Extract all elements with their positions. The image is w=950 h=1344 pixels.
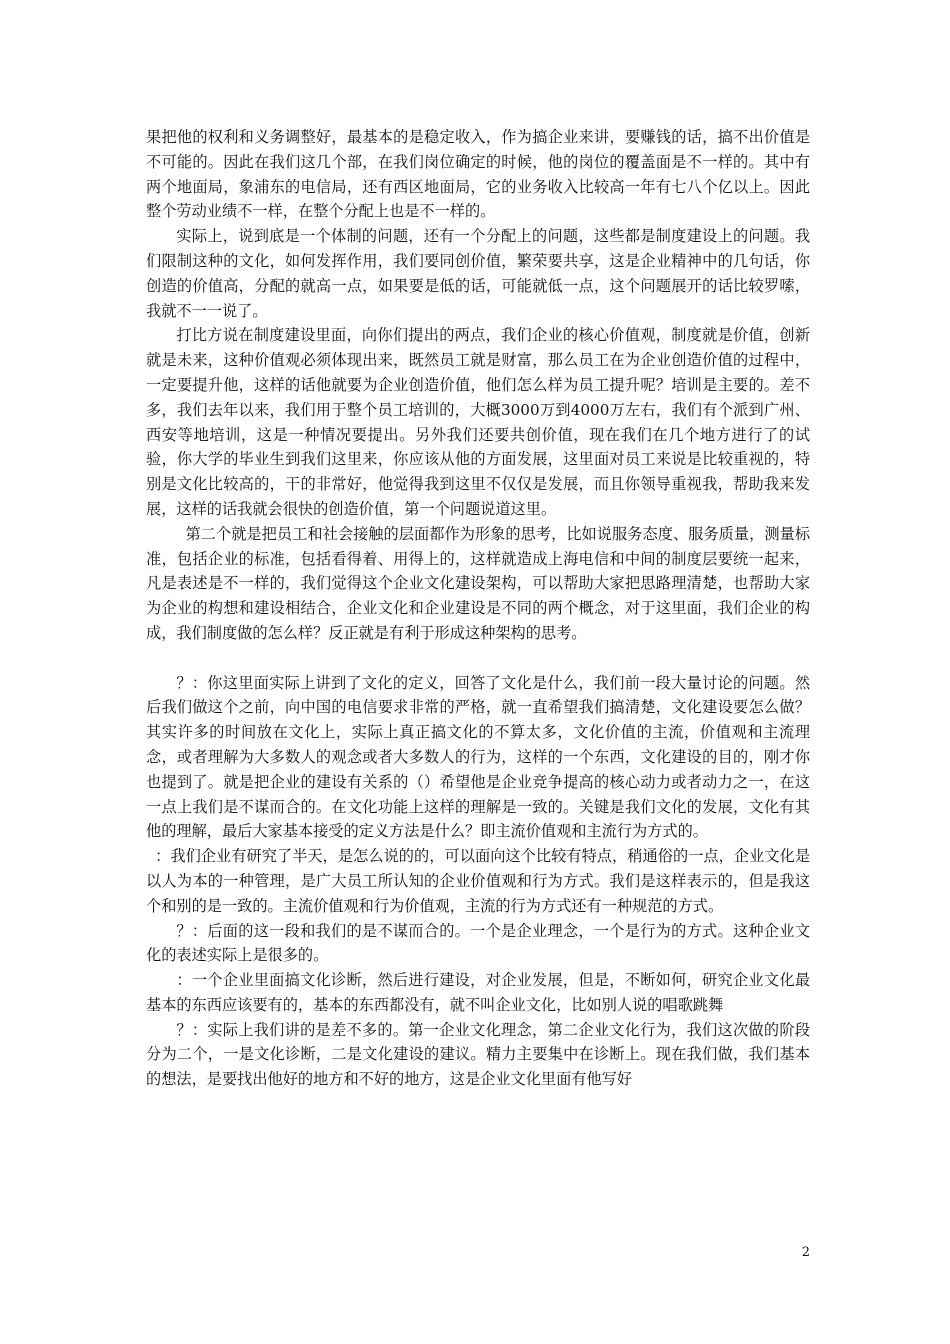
paragraph-2: 实际上，说到底是一个体制的问题，还有一个分配上的问题，这些都是制度建设上的问题。我们限制这种的文化，如何发挥作用，我们要同创价值，繁荣要共享，这是企业精神中的几句话，你创造的价值高，分配的就高一点，如果要是低的话，可能就低一点，这个问题展开的话比较罗嗦，我就不一一说了。 bbox=[146, 227, 810, 320]
paragraph-3: 打比方说在制度建设里面，向你们提出的两点，我们企业的核心价值观，制度就是价值，创新就是未来，这种价值观必须体现出来，既然员工就是财富，那么员工在为企业创造价值的过程中，一定要提升他，这样的话他就要为企业创造价值，他们怎么样为员工提升呢？培训是主要的。差不多，我们去年以来，我们用于整个员工培训的，大概3000万到4000万左右，我们有个派到广州、西安等地培训，这是一种情况要提出。另外我们还要共创价值，现在我们在几个地方进行了的试验，你大学的毕业生到我们这里来，你应该从他的方面发展，这里面对员工来说是比较重视的，特别是文化比较高的，干的非常好，他觉得我到这里不仅仅是发展，而且你领导重视我，帮助我来发展，这样的话我就会很快的创造价值，第一个问题说道这里。 bbox=[146, 326, 810, 518]
paragraph-8: ：一个企业里面搞文化诊断，然后进行建设，对企业发展，但是，不断如何，研究企业文化最基本的东西应该要有的，基本的东西都没有，就不叫企业文化，比如别人说的唱歌跳舞 bbox=[146, 971, 810, 1014]
paragraph-6: ：我们企业有研究了半天，是怎么说的的，可以面向这个比较有特点，稍通俗的一点，企业文化是以人为本的一种管理，是广大员工所认知的企业价值观和行为方式。我们是这样表示的，但是我这个和别的是一致的。主流价值观和行为价值观，主流的行为方式还有一种规范的方式。 bbox=[146, 847, 810, 915]
paragraph-5: ？：你这里面实际上讲到了文化的定义，回答了文化是什么，我们前一段大量讨论的问题。然后我们做这个之前，向中国的电信要求非常的严格，就一直希望我们搞清楚，文化建设要怎么做？其实许多的时间放在文化上，实际上真正搞文化的不算太多，文化价值的主流，价值观和主流理念，或者理解为大多数人的观念或者大多数人的行为，这样的一个东西，文化建设的目的，刚才你也提到了。就是把企业的建设有关系的（）希望他是企业竞争提高的核心动力或者动力之一，在这一点上我们是不谋而合的。在文化功能上这样的理解是一致的。关键是我们文化的发展，文化有其他的理解，最后大家基本接受的定义方法是什么？即主流价值观和主流行为方式的。 bbox=[146, 673, 810, 841]
paragraph-4: 第二个就是把员工和社会接触的层面都作为形象的思考，比如说服务态度、服务质量，测量标准，包括企业的标准，包括看得着、用得上的，这样就造成上海电信和中间的制度层要统一起来，凡是表述是不一样的，我们觉得这个企业文化建设架构，可以帮助大家把思路理清楚，也帮助大家为企业的构想和建设相结合，企业文化和企业建设是不同的两个概念，对于这里面，我们企业的构成，我们制度做的怎么样？反正就是有利于形成这种架构的思考。 bbox=[146, 524, 810, 642]
page-number: 2 bbox=[801, 1245, 810, 1260]
paragraph-7: ？：后面的这一段和我们的是不谋而合的。一个是企业理念，一个是行为的方式。这种企业文化的表述实际上是很多的。 bbox=[146, 921, 810, 965]
paragraph-1: 果把他的权利和义务调整好，最基本的是稳定收入，作为搞企业来讲，要赚钱的话，搞不出价值是不可能的。因此在我们这几个部，在我们岗位确定的时候，他的岗位的覆盖面是不一样的。其中有两个地面局，象浦东的电信局，还有西区地面局，它的业务收入比较高一年有七八个亿以上。因此整个劳动业绩不一样，在整个分配上也是不一样的。 bbox=[146, 128, 810, 221]
blank-line bbox=[146, 646, 810, 671]
paragraph-9: ？：实际上我们讲的是差不多的。第一企业文化理念，第二企业文化行为，我们这次做的阶段分为二个，一是文化诊断，二是文化建设的建议。精力主要集中在诊断上。现在我们做，我们基本的想法，是要找出他好的地方和不好的地方，这是企业文化里面有他写好 bbox=[146, 1020, 810, 1089]
document-body bbox=[146, 125, 810, 1092]
